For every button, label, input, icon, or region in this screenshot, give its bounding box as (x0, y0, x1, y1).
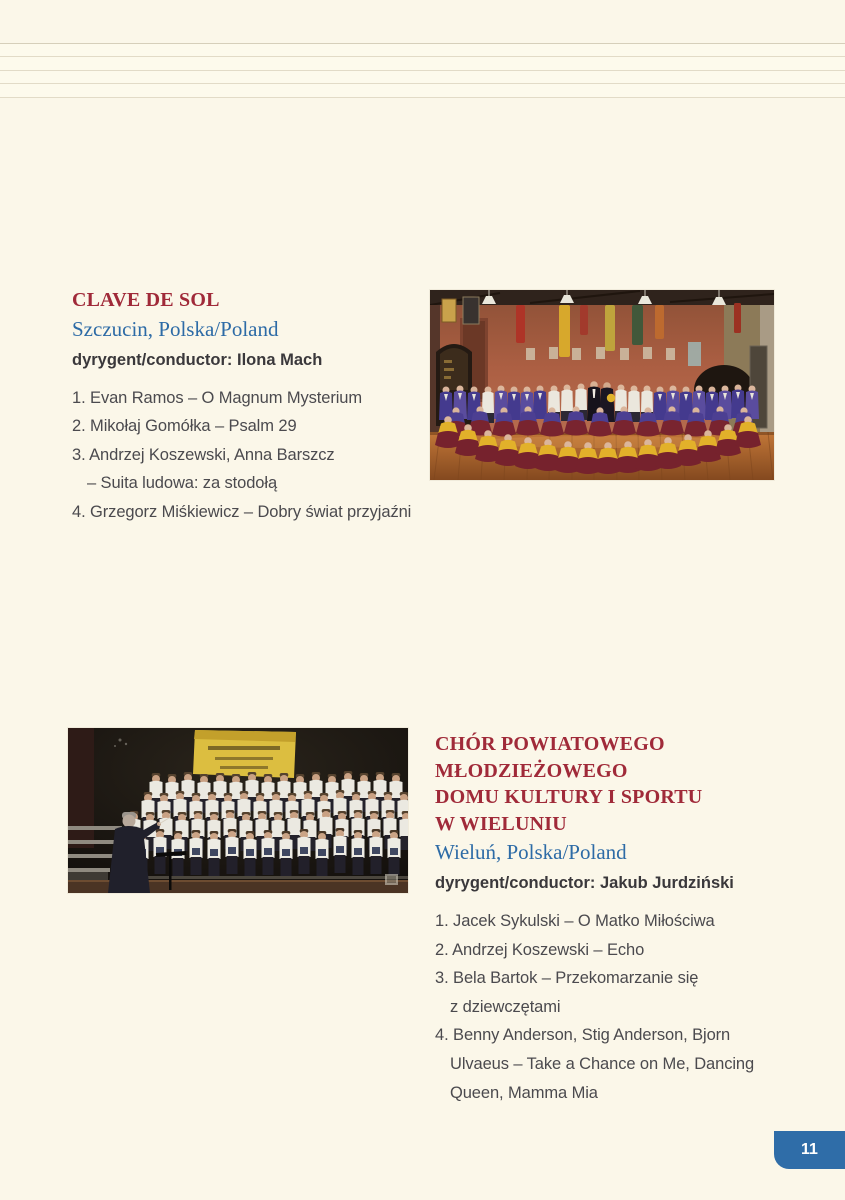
choir-name-line: CLAVE DE SOL (72, 289, 220, 311)
choir-section-wielun (435, 731, 837, 1107)
repertoire-line: Ulvaeus – Take a Chance on Me, Dancing (450, 1054, 755, 1073)
choir-photo-stage (68, 728, 408, 893)
staff-line (0, 43, 845, 44)
repertoire-line: 4. Benny Anderson, Stig Anderson, Bjorn (435, 1026, 731, 1045)
choir-name (72, 287, 444, 314)
choir-name-line: CHÓR POWIATOWEGO (435, 733, 665, 755)
repertoire-line: 1. Jacek Sykulski – O Matko Miłościwa (435, 912, 715, 930)
repertoire-line: Queen, Mamma Mia (450, 1083, 598, 1102)
conductor-line: dyrygent/conductor: Ilona Mach (72, 350, 323, 369)
repertoire-list (435, 907, 837, 1107)
repertoire-line: z dziewczętami (450, 997, 561, 1016)
repertoire-line: 3. Andrzej Koszewski, Anna Barszcz (72, 445, 335, 464)
choir-location: Wieluń, Polska/Poland (435, 840, 627, 864)
repertoire-line: 1. Evan Ramos – O Magnum Mysterium (72, 388, 363, 407)
choir-photo-hall (430, 290, 774, 480)
repertoire-line: 3. Bela Bartok – Przekomarzanie się (435, 969, 699, 988)
repertoire-line: – Suita ludowa: za stodołą (87, 474, 278, 493)
staff-line (0, 56, 845, 57)
page-number-badge (774, 1131, 845, 1169)
staff-line (0, 83, 845, 84)
photo-watermark (385, 874, 398, 885)
choir-name-line: W WIELUNIU (435, 812, 567, 835)
page-number: 11 (801, 1141, 818, 1158)
repertoire-line: 4. Grzegorz Miśkiewicz – Dobry świat przyjaźni (72, 502, 412, 521)
staff-line (0, 70, 845, 71)
choir-location: Szczucin, Polska/Poland (72, 316, 279, 341)
choir-name-line: MŁODZIEŻOWEGO (435, 759, 628, 782)
conductor-line: dyrygent/conductor: Jakub Jurdziński (435, 874, 734, 892)
staff-line (0, 97, 845, 98)
choir-name (435, 731, 837, 837)
repertoire-line: 2. Mikołaj Gomółka – Psalm 29 (72, 417, 297, 436)
choir-name-line: DOMU KULTURY I SPORTU (435, 786, 703, 808)
repertoire-line: 2. Andrzej Koszewski – Echo (435, 940, 645, 959)
repertoire-list (72, 384, 444, 527)
choir-section-clave-de-sol (72, 287, 444, 526)
